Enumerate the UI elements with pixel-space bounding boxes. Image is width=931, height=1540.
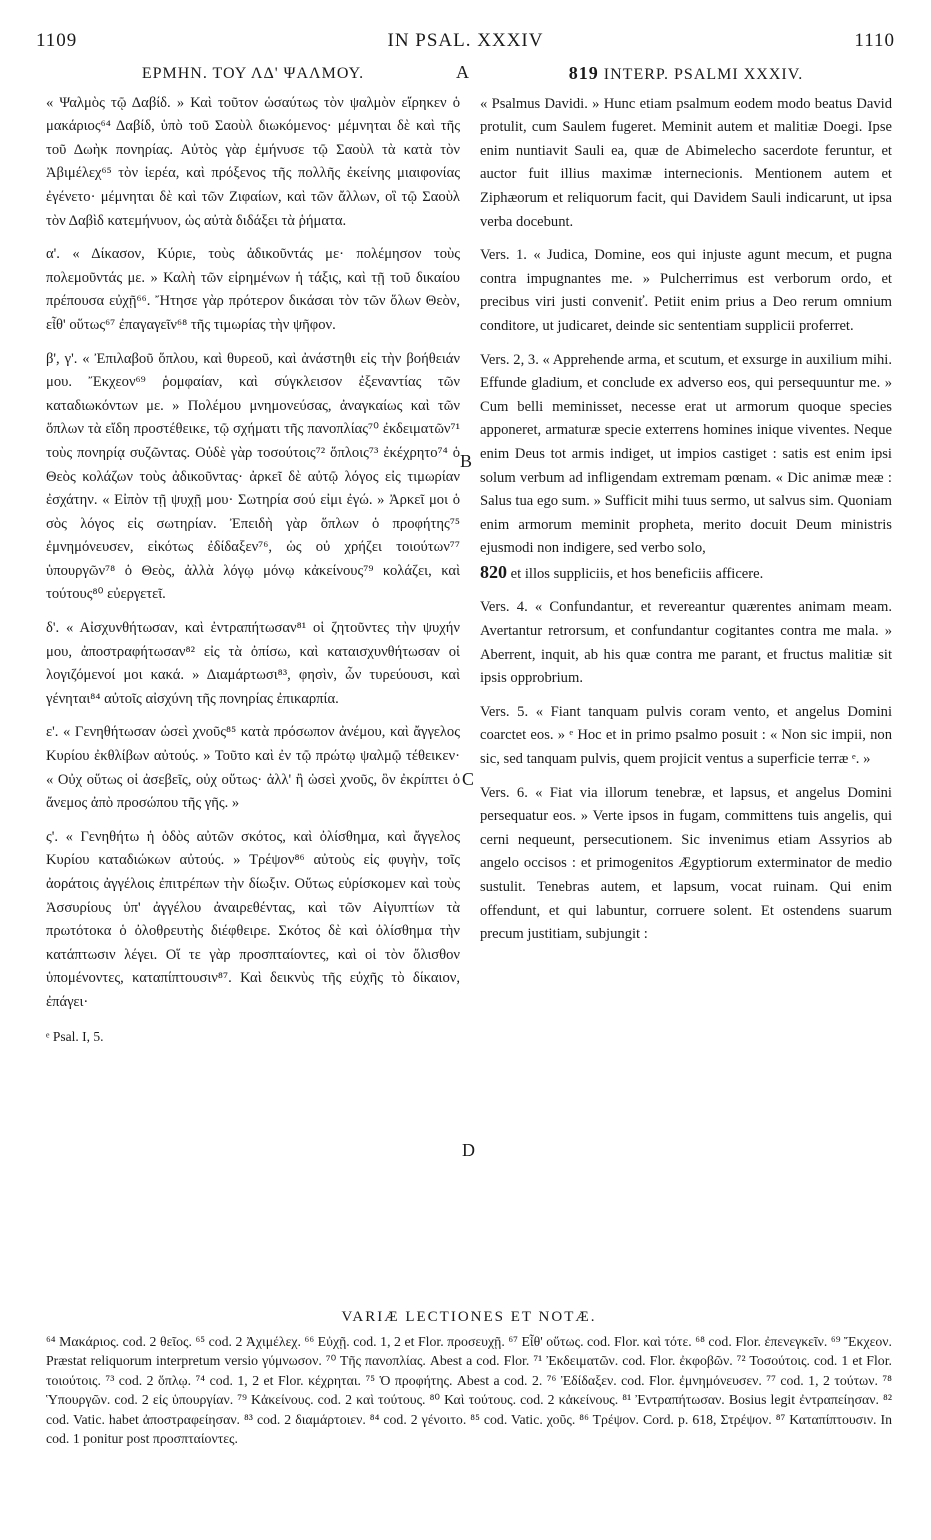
greek-paragraph-intro: « Ψαλμὸς τῷ Δαβίδ. » Καὶ τοῦτον ὡσαύτως τὸν ψαλμὸν εἴρηκεν ὁ μακάριος⁶⁴ Δαβίδ, ὑπὸ τοῦ Σαοὺλ διωκόμενος· μέμνηται δὲ καὶ τῆς τοῦ Δωὴκ πονηρίας. Αὐτὸς γὰρ ἐμήνυσε τῷ Σαοὺλ τὰ κατὰ τὸν Ἀβιμέλεχ⁶⁵ τὸν ἱερέα, καὶ πρόξενος τῆς πολλῆς ἐκείνης μιαιφονίας ἐγένετο· μέμνηται δὲ καὶ τῶν Ζιφαίων, καὶ τῶν ἄλλων, οἳ τῷ Σαοὺλ τὸν Δαβὶδ κατεμήνυον, ὡς αὐτὰ διδάξει τὰ ῥήματα. bbox=[46, 94, 460, 229]
column-number-820: 820 bbox=[480, 561, 507, 582]
column-marker-c: C bbox=[462, 769, 475, 789]
greek-column bbox=[46, 62, 460, 1058]
latin-column-title: INTERP. PSALMI XXXIV. bbox=[603, 66, 804, 83]
column-marker-a: A bbox=[456, 62, 469, 82]
latin-paragraph-intro: « Psalmus Davidi. » Hunc etiam psalmum eodem modo beatus David protulit, cum Saulem fugeret. Meminit autem et malitiæ Doegi. Ipse enim nuntiavit Sauli ea, quæ de Abimelecho sacerdote feruntur, et auctor fuit illius maximæ internecionis. Mentionem autem et Ziphæorum et reliquorum facit, qui Davidem Sauli indicarunt, ut ipsa verba docebunt. bbox=[480, 95, 892, 230]
latin-paragraph-verse-4: Vers. 4. « Confundantur, et revereantur quærentes animam meam. Avertantur retrorsum, et confundantur cogitantes contra me mala. » Aberrent, inquit, ab his quæ contra me parant, et fructus malitiæ sit ipsis opprobrium. bbox=[480, 599, 892, 687]
greek-paragraph-verse-5: ε'. « Γενηθήτωσαν ὡσεὶ χνοῦς⁸⁵ κατὰ πρόσωπον ἀνέμου, καὶ ἄγγελος Κυρίου ἐκθλίβων αὐτούς. » Τοῦτο καὶ ἐν τῷ πρώτῳ ψαλμῷ τέθεικεν· « Οὐχ οὕτως οἱ ἀσεβεῖς, οὐχ οὕτως· ἀλλ' ἢ ὡσεὶ χνοῦς, ὃν ἐκρίπτει ὁ ἄνεμος ἀπὸ προσώπου τῆς γῆς. » bbox=[46, 724, 460, 812]
running-title: IN PSAL. XXXIV bbox=[387, 30, 544, 51]
column-marker-d: D bbox=[462, 1140, 475, 1160]
greek-paragraph-verse-4: δ'. « Αἰσχυνθήτωσαν, καὶ ἐντραπήτωσαν⁸¹ οἱ ζητοῦντες τὴν ψυχήν μου, ἀποστραφήτωσαν⁸² εἰς τὰ ὀπίσω, καὶ καταισχυνθήτωσαν οἱ λογιζόμενοί μοι κακά. » Διαμάρτωσι⁸³, φησὶν, ὧν τυρεύουσι, καὶ γένηται⁸⁴ αὐτοῖς αἰσχύνη τῆς πονηρίας ἐπικαρπία. bbox=[46, 620, 460, 707]
notes-body: ⁶⁴ Μακάριος. cod. 2 θεῖος. ⁶⁵ cod. 2 Ἀχιμέλεχ. ⁶⁶ Εὐχῇ. cod. 1, 2 et Flor. προσευχῇ. ⁶⁷ Εἶθ' οὕτως. cod. Flor. καὶ τότε. ⁶⁸ cod. Flor. ἐπενεγκεῖν. ⁶⁹ Ἔκχεον. Præstat reliquorum interpretum versio γύμνωσον. ⁷⁰ Τῆς πανοπλίας. Abest a cod. Flor. ⁷¹ Ἐκδειματῶν. cod. Flor. ἐκφοβῶν. ⁷² Τοσούτοις. cod. 1 et Flor. τοιούτοις. ⁷³ cod. 2 ὅπλῳ. ⁷⁴ cod. 1, 2 et Flor. κέχρηται. ⁷⁵ Ὁ προφήτης. Abest a cod. 2. ⁷⁶ Ἐδίδαξεν. cod. Flor. ἐμνημόνευσεν. ⁷⁷ cod. 1, 2 τούτων. ⁷⁸ Ὑπουργῶν. cod. 2 εἰς ὑπουργίαν. ⁷⁹ Κἀκείνους. cod. 2 καὶ τούτους. ⁸⁰ Καὶ τούτους. cod. 2 κἀκείνους. ⁸¹ Ἐντραπήτωσαν. Bosius legit ἐντραπείησαν. ⁸² cod. Vatic. habet ἀποστραφείησαν. ⁸³ cod. 2 διαμάρτοιεν. ⁸⁴ cod. 2 γένοιτο. ⁸⁵ cod. Vatic. χοῦς. ⁸⁶ Τρέψον. Cord. p. 618, Στρέψον. ⁸⁷ Καταπίπτουσιν. In cod. 1 ponitur post προσπταίοντες. bbox=[46, 1333, 892, 1446]
page-number-right: 1110 bbox=[854, 30, 895, 51]
greek-paragraph-verse-6: ς'. « Γενηθήτω ἡ ὁδὸς αὐτῶν σκότος, καὶ ὀλίσθημα, καὶ ἄγγελος Κυρίου καταδιώκων αὐτούς. » Τρέψον⁸⁶ αὐτοὺς εἰς φυγὴν, τοῖς ἀοράτοις ἀγγέλοις ἐπιτρέπων τὴν δίωξιν. Οὕτως εὑρίσκομεν καὶ τοὺς Ἀσσυρίους ὑπ' ἀγγέλου ἀναιρεθέντας, καὶ τῶν Αἰγυπτίων τὰ πρωτότοκα ὁ ὀλοθρευτὴς διέφθειρε. Σκότος δὲ καὶ ὀλίσθημα τὴν κατάπτωσιν λέγει. Οἵ τε γὰρ προσπταίοντες, καὶ οἱ τὸν ὄλισθον ὑπομένοντες, καταπίπτουσιν⁸⁷. Καὶ δεικνὺς τῆς εὐχῆς τὸ δίκαιον, ἐπάγει· bbox=[46, 828, 460, 1010]
latin-paragraph-verse-2-3-tail: et illos suppliciis, et hos beneficiis afficere. bbox=[510, 565, 764, 582]
column-marker-b: B bbox=[460, 451, 473, 471]
column-number-819: 819 bbox=[568, 63, 599, 83]
latin-column bbox=[480, 62, 892, 957]
page-number-left: 1109 bbox=[36, 30, 78, 51]
latin-column-heading bbox=[480, 62, 892, 87]
latin-paragraph-verse-1: Vers. 1. « Judica, Domine, eos qui injuste agunt mecum, et pugna contra impugnantes me. » Pulcherrimus est verborum ordo, et precibus viri justi conveniť. Petiit enim prius a Deo rerum omnium conditore, ut judicaret, deinde sic sententiam supplicii proferret. bbox=[480, 247, 892, 334]
variant-readings-notes bbox=[46, 1308, 892, 1449]
greek-paragraph-verse-2-3: β', γ'. « Ἐπιλαβοῦ ὅπλου, καὶ θυρεοῦ, καὶ ἀνάστηθι εἰς τὴν βοήθειάν μου. Ἔκχεον⁶⁹ ῥομφαίαν, καὶ σύγκλεισον ἐξεναντίας τῶν καταδιωκόντων με. » Πολέμου μνημονεύσας, ἀναγκαίως καὶ τῶν ὅπλων τὰ εἴδη προστέθεικε, τῷ σχήματι τῆς πανοπλίας⁷⁰ ἐκδειματῶν⁷¹ τοὺς πονηρίᾳ συζῶντας. Οὐδὲ γὰρ τοσούτοις⁷² ὅπλοις⁷³ ἐκέχρητο⁷⁴ ὁ Θεὸς κολάζων τοὺς ἀδικοῦντας· ἀρκεῖ δὲ αὐτῷ λόγος εἰς τιμωρίαν ἐσχάτην. « Εἰπὸν τῇ ψυχῇ μου· Σωτηρία σού εἰμι ἐγώ. » Ἀρκεῖ μοι ὁ σὸς λόγος εἰς σωτηρίαν. Ἐπειδὴ γὰρ ὅπλων ὁ προφήτης⁷⁵ ἐμνημόνευσεν, εἰκότως ἐδίδαξεν⁷⁶, ὡς οὐ χρήζει τοιούτων⁷⁷ ὑπουργῶν⁷⁸ ὁ Θεὸς, ἀλλὰ λόγῳ μόνῳ κἀκείνους⁷⁹ κολάζει, καὶ τούτους⁸⁰ εὐεργετεῖ. bbox=[46, 350, 460, 603]
notes-title: VARIÆ LECTIONES ET NOTÆ. bbox=[341, 1309, 597, 1325]
greek-paragraph-verse-1: α'. « Δίκασον, Κύριε, τοὺς ἀδικοῦντάς με· πολέμησον τοὺς πολεμοῦντάς με. » Καλὴ τῶν εἰρημένων ἡ τάξις, καὶ τῇ τοῦ δικαίου πρέπουσα εὐχῇ⁶⁶. Ἤτησε γὰρ πρότερον δικάσαι τὸν τῶν ὅλων Θεὸν, εἶθ' οὕτως⁶⁷ ἐπαγαγεῖν⁶⁸ τῆς τιμωρίας τὴν ψῆφον. bbox=[46, 246, 460, 333]
latin-paragraph-verse-6: Vers. 6. « Fiat via illorum tenebræ, et lapsus, et angelus Domini persequatur eos. » Verte ipsos in fugam, committens tuis angelis, qui cerni nequeunt, persecutionem. Sic invenimus etiam Assyrios ab angelo occisos : et primogenitos Ægyptiorum exterminator de medio sustulit. Tenebras autem, et lapsum, vocat ruinam. Qui enim offendunt, et qui labuntur, corruere solent. Et ostendens suarum precum justitiam, subjungit : bbox=[480, 784, 892, 943]
latin-paragraph-verse-2-3: Vers. 2, 3. « Apprehende arma, et scutum, et exsurge in auxilium mihi. Effunde gladium, et conclude ex adverso eos, qui persequuntur me. » Cum belli meminisset, necesse erat ut armorum quoque species apponeret, armaturæ specie exterrens homines inique viventes. Neque enim Deus tot armis indiget, ut impios castiget : satis est enim ipsi solum verbum ad infligendam extremam pœnam. « Dic animæ meæ : Salus tua ego sum. » Sufficit mihi tuus sermo, ut salvus sim. Quoniam enim armorum meminit propheta, merito docuit Deum ministris ejusmodi non indigere, sed verbo solo, bbox=[480, 351, 892, 557]
latin-paragraph-verse-5: Vers. 5. « Fiant tanquam pulvis coram vento, et angelus Domini coarctet eos. » ᵉ Hoc et in primo psalmo posuit : « Non sic impii, non sic, sed tanquam pulvis, quem projicit ventus a superficie terræ ᵉ. » bbox=[480, 703, 892, 768]
running-head bbox=[36, 30, 895, 56]
latin-paragraph-verse-2-3-end bbox=[480, 561, 892, 587]
psalm-reference-footnote: ᵉ Psal. I, 5. bbox=[46, 1028, 104, 1044]
greek-column-heading: ΕΡΜΗΝ. ΤΟΥ ΛΔ' ΨΑΛΜΟΥ. bbox=[141, 65, 365, 82]
